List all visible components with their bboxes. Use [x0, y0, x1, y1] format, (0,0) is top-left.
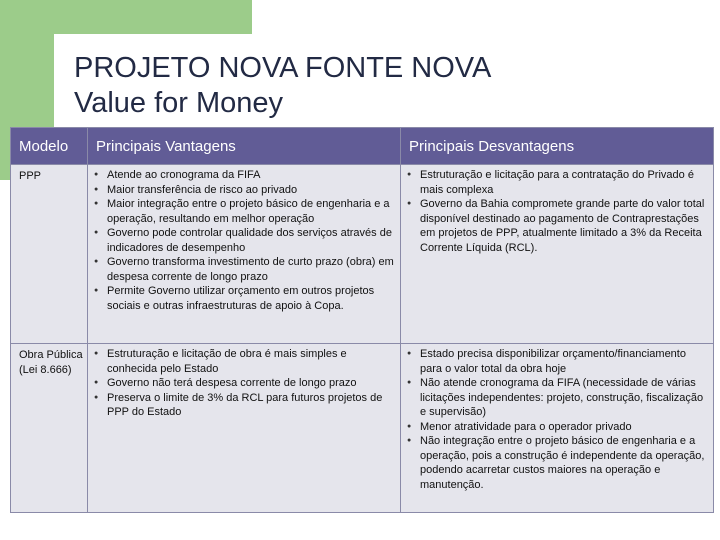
list-item: ● Governo não terá despesa corrente de longo prazo	[94, 376, 397, 391]
desvantagens-list	[407, 168, 710, 255]
list-item: ● Governo da Bahia compromete grande parte do valor total disponível destinado ao pagamento de Contraprestações em projetos de PPP, atualmente limitado a 3% da Receita Corrente Líquida (RCL).	[407, 197, 710, 255]
list-item: ● Estado precisa disponibilizar orçamento/financiamento para o valor total da obra hoje	[407, 347, 710, 376]
header-desvantagens: Principais Desvantagens	[401, 128, 714, 165]
list-item: ● Governo transforma investimento de curto prazo (obra) em despesa corrente de longo prazo	[94, 255, 397, 284]
list-item: ● Governo pode controlar qualidade dos serviços através de indicadores de desempenho	[94, 226, 397, 255]
table-header-row	[11, 128, 714, 165]
header-modelo: Modelo	[11, 128, 88, 165]
vantagens-list	[94, 347, 397, 420]
header-vantagens: Principais Vantagens	[88, 128, 401, 165]
vantagens-cell	[88, 344, 401, 513]
list-item: ● Menor atratividade para o operador privado	[407, 420, 710, 435]
list-item: ● Permite Governo utilizar orçamento em outros projetos sociais e outras infraestruturas de apoio à Copa.	[94, 284, 397, 313]
list-item: ● Não atende cronograma da FIFA (necessidade de várias licitações independentes: projeto, construção, fiscalização e supervisão)	[407, 376, 710, 420]
vantagens-cell	[88, 165, 401, 344]
desvantagens-cell	[401, 344, 714, 513]
table-row-obra-publica	[11, 344, 714, 513]
vantagens-list	[94, 168, 397, 313]
list-item: ● Estruturação e licitação de obra é mais simples e conhecida pelo Estado	[94, 347, 397, 376]
modelo-cell: Obra Pública (Lei 8.666)	[11, 344, 88, 513]
table-row-ppp	[11, 165, 714, 344]
list-item: ● Maior integração entre o projeto básico de engenharia e a operação, resultando em melhor operação	[94, 197, 397, 226]
list-item: ● Atende ao cronograma da FIFA	[94, 168, 397, 183]
list-item: ● Não integração entre o projeto básico de engenharia e a operação, pois a construção é independente da operação, podendo acarretar custos maiores na operação e manutenção.	[407, 434, 710, 492]
list-item: ● Preserva o limite de 3% da RCL para futuros projetos de PPP do Estado	[94, 391, 397, 420]
slide-title-line-2: Value for Money	[74, 87, 284, 119]
slide-title-line-1: PROJETO NOVA FONTE NOVA	[74, 52, 492, 84]
title-area	[54, 34, 720, 130]
comparison-table	[10, 127, 714, 513]
list-item: ● Maior transferência de risco ao privado	[94, 183, 397, 198]
modelo-cell: PPP	[11, 165, 88, 344]
desvantagens-cell	[401, 165, 714, 344]
desvantagens-list	[407, 347, 710, 492]
list-item: ● Estruturação e licitação para a contratação do Privado é mais complexa	[407, 168, 710, 197]
